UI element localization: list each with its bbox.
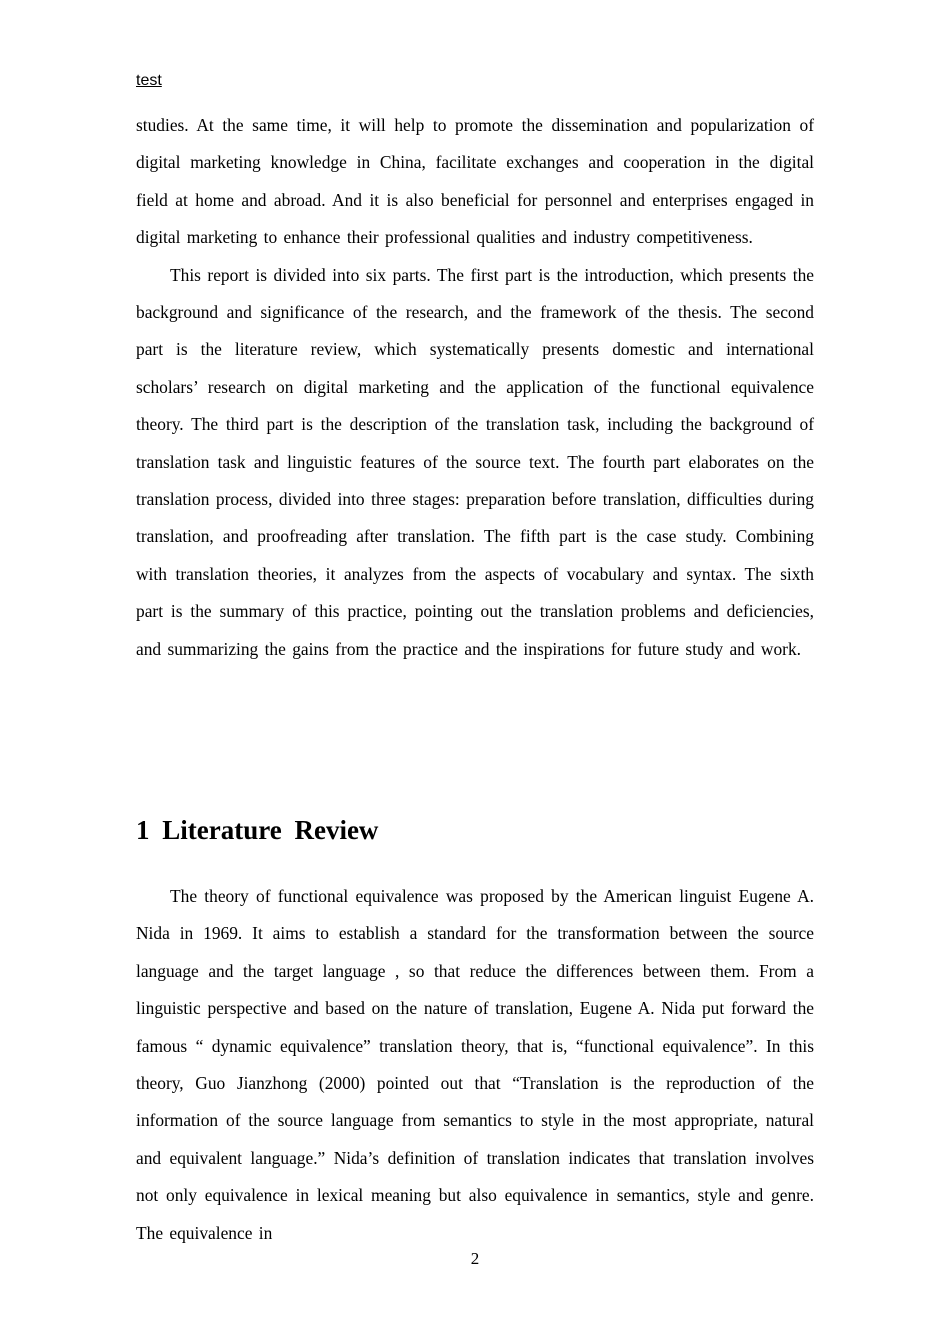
header-note: test [136,72,162,89]
section-heading: 1 Literature Review [136,815,379,845]
page-number: 2 [470,1249,480,1268]
literature-review-text-block [136,878,814,1252]
intro-text-block [136,107,814,668]
paragraph-functional-equivalence: The theory of functional equivalence was proposed by the American linguist Eugene A. Nida in 1969. It aims to establish a standard for the transformation between the source language and the target language , so that reduce the differences between them. From a linguistic perspective and based on the nature of translation, Eugene A. Nida put forward the famous “ dynamic equivalence” translation theory, that is, “functional equivalence”. In this theory, Guo Jianzhong (2000) pointed out that “Translation is the reproduction of the information of the source language from semantics to style in the most appropriate, natural and equivalent language.” Nida’s definition of translation indicates that translation involves not only equivalence in lexical meaning but also equivalence in semantics, style and genre. The equivalence in [136,886,814,1243]
paragraph-report-structure: This report is divided into six parts. The first part is the introduction, which presents the background and significance of the research, and the framework of the thesis. The second part is the literature review, which systematically presents domestic and international scholars’ research on digital marketing and the application of the functional equivalence theory. The third part is the description of the translation task, including the background of translation task and linguistic features of the source text. The fourth part elaborates on the translation process, divided into three stages: preparation before translation, difficulties during translation, and proofreading after translation. The fifth part is the case study. Combining with translation theories, it analyzes from the aspects of vocabulary and syntax. The sixth part is the summary of this practice, pointing out the translation problems and deficiencies, and summarizing the gains from the practice and the inspirations for future study and work. [136,264,814,659]
paragraph-continuation: studies. At the same time, it will help to promote the dissemination and popularization of digital marketing knowledge in China, facilitate exchanges and cooperation in the digital field at home and abroad. And it is also beneficial for personnel and enterprises engaged in digital marketing to enhance their professional qualities and industry competitiveness. [136,115,814,248]
